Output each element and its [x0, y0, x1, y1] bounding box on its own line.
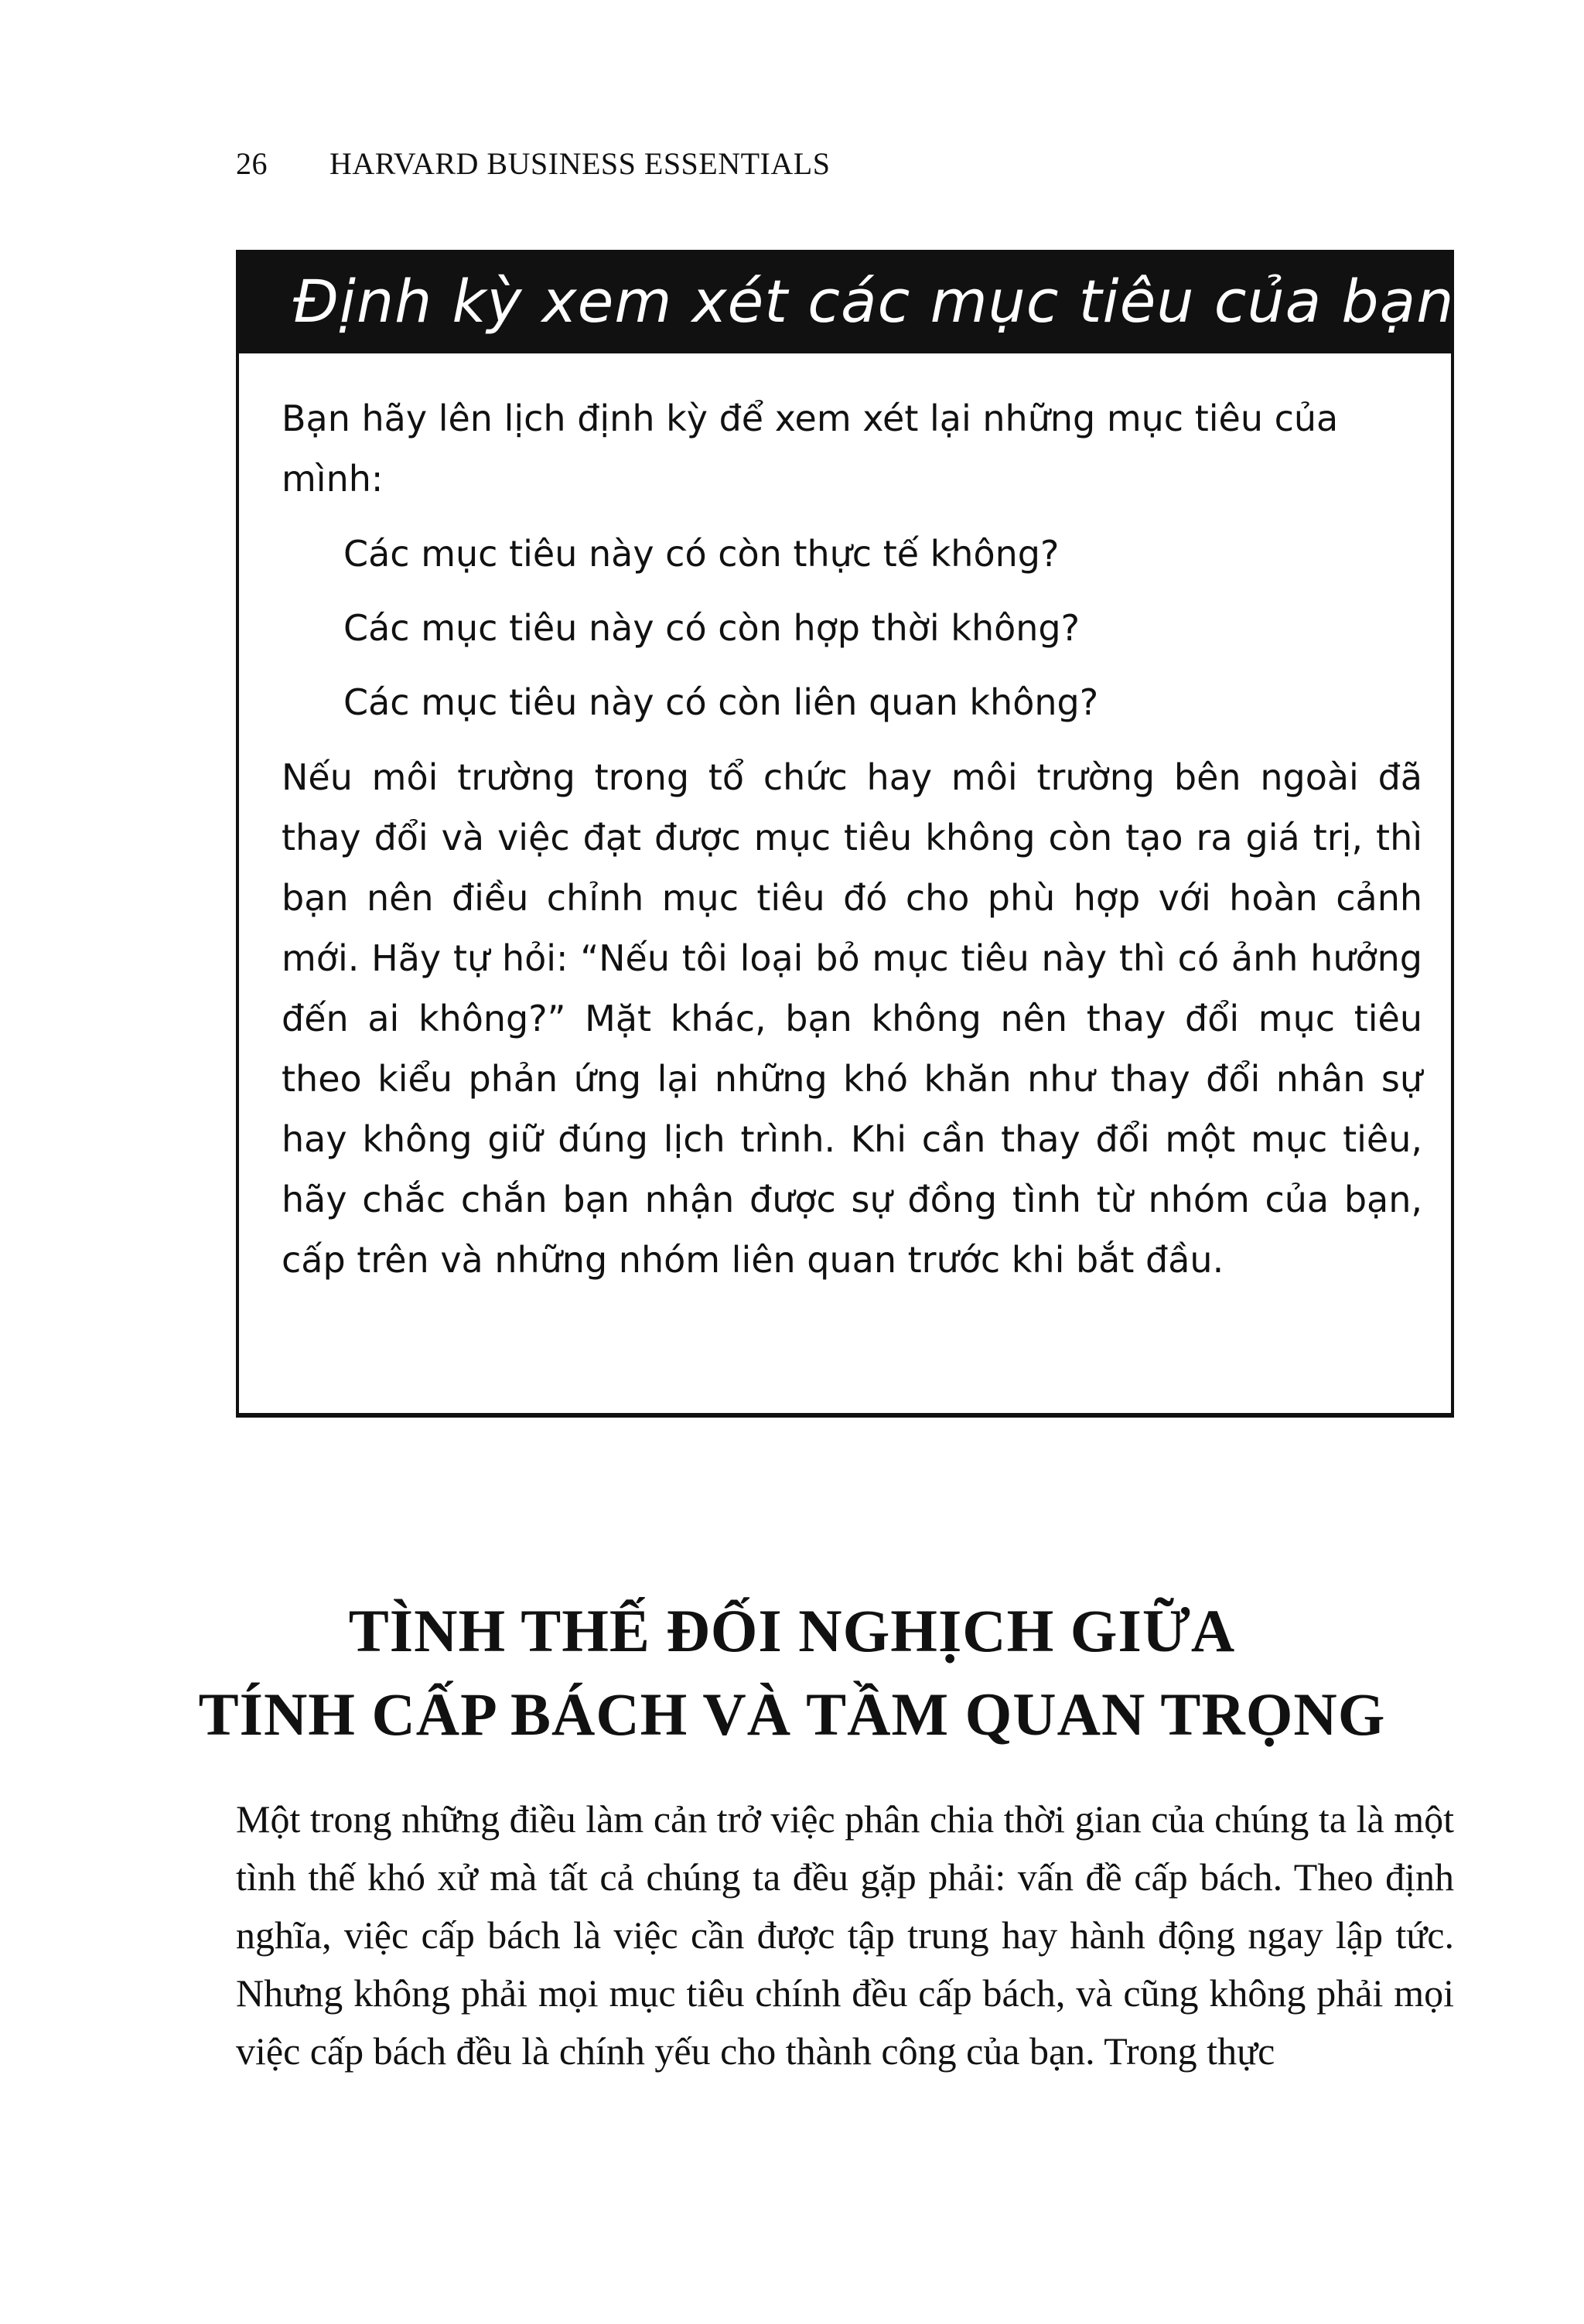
- sidebar-box: [236, 250, 1454, 1418]
- question-item: Các mục tiêu này có còn hợp thời không?: [343, 607, 1080, 649]
- sidebar-closing-paragraph: Nếu môi trường trong tổ chức hay môi trường bên ngoài đã thay đổi và việc đạt được mục tiêu không còn tạo ra giá trị, thì bạn nên điều chỉnh mục tiêu đó cho phù hợp với hoàn cảnh mới. Hãy tự hỏi: “Nếu tôi loại bỏ mục tiêu này thì có ảnh hưởng đến ai không?” Mặt khác, bạn không nên thay đổi mục tiêu theo kiểu phản ứng lại những khó khăn như thay đổi nhân sự hay không giữ đúng lịch trình. Khi cần thay đổi một mục tiêu, hãy chắc chắn bạn nhận được sự đồng tình từ nhóm của bạn, cấp trên và những nhóm liên quan trước khi bắt đầu.: [282, 756, 1422, 1281]
- sidebar-title-bar: [239, 253, 1455, 353]
- sidebar-title: Định kỳ xem xét các mục tiêu của bạn: [293, 267, 1455, 336]
- question-item: Các mục tiêu này có còn liên quan không?: [343, 681, 1099, 723]
- running-header: [236, 145, 830, 182]
- body-paragraph: Một trong những điều làm cản trở việc phân chia thời gian của chúng ta là một tình thế khó xử mà tất cả chúng ta đều gặp phải: vấn đề cấp bách. Theo định nghĩa, việc cấp bách là việc cần được tập trung hay hành động ngay lập tức. Nhưng không phải mọi mục tiêu chính đều cấp bách, và cũng không phải mọi việc cấp bách đều là chính yếu cho thành công của bạn. Trong thực: [236, 1797, 1454, 2073]
- section-heading-line-2: TÍNH CẤP BÁCH VÀ TẦM QUAN TRỌNG: [198, 1681, 1386, 1748]
- book-series-title: HARVARD BUSINESS ESSENTIALS: [329, 146, 831, 181]
- sidebar-body: [282, 388, 1422, 1290]
- question-item: Các mục tiêu này có còn thực tế không?: [343, 533, 1060, 575]
- page-number: 26: [236, 146, 268, 181]
- question-list: [282, 517, 1422, 739]
- section-heading: [0, 1589, 1584, 1756]
- sidebar-intro: Bạn hãy lên lịch định kỳ để xem xét lại những mục tiêu của mình:: [282, 398, 1339, 500]
- section-heading-line-1: TÌNH THẾ ĐỐI NGHỊCH GIỮA: [348, 1597, 1236, 1664]
